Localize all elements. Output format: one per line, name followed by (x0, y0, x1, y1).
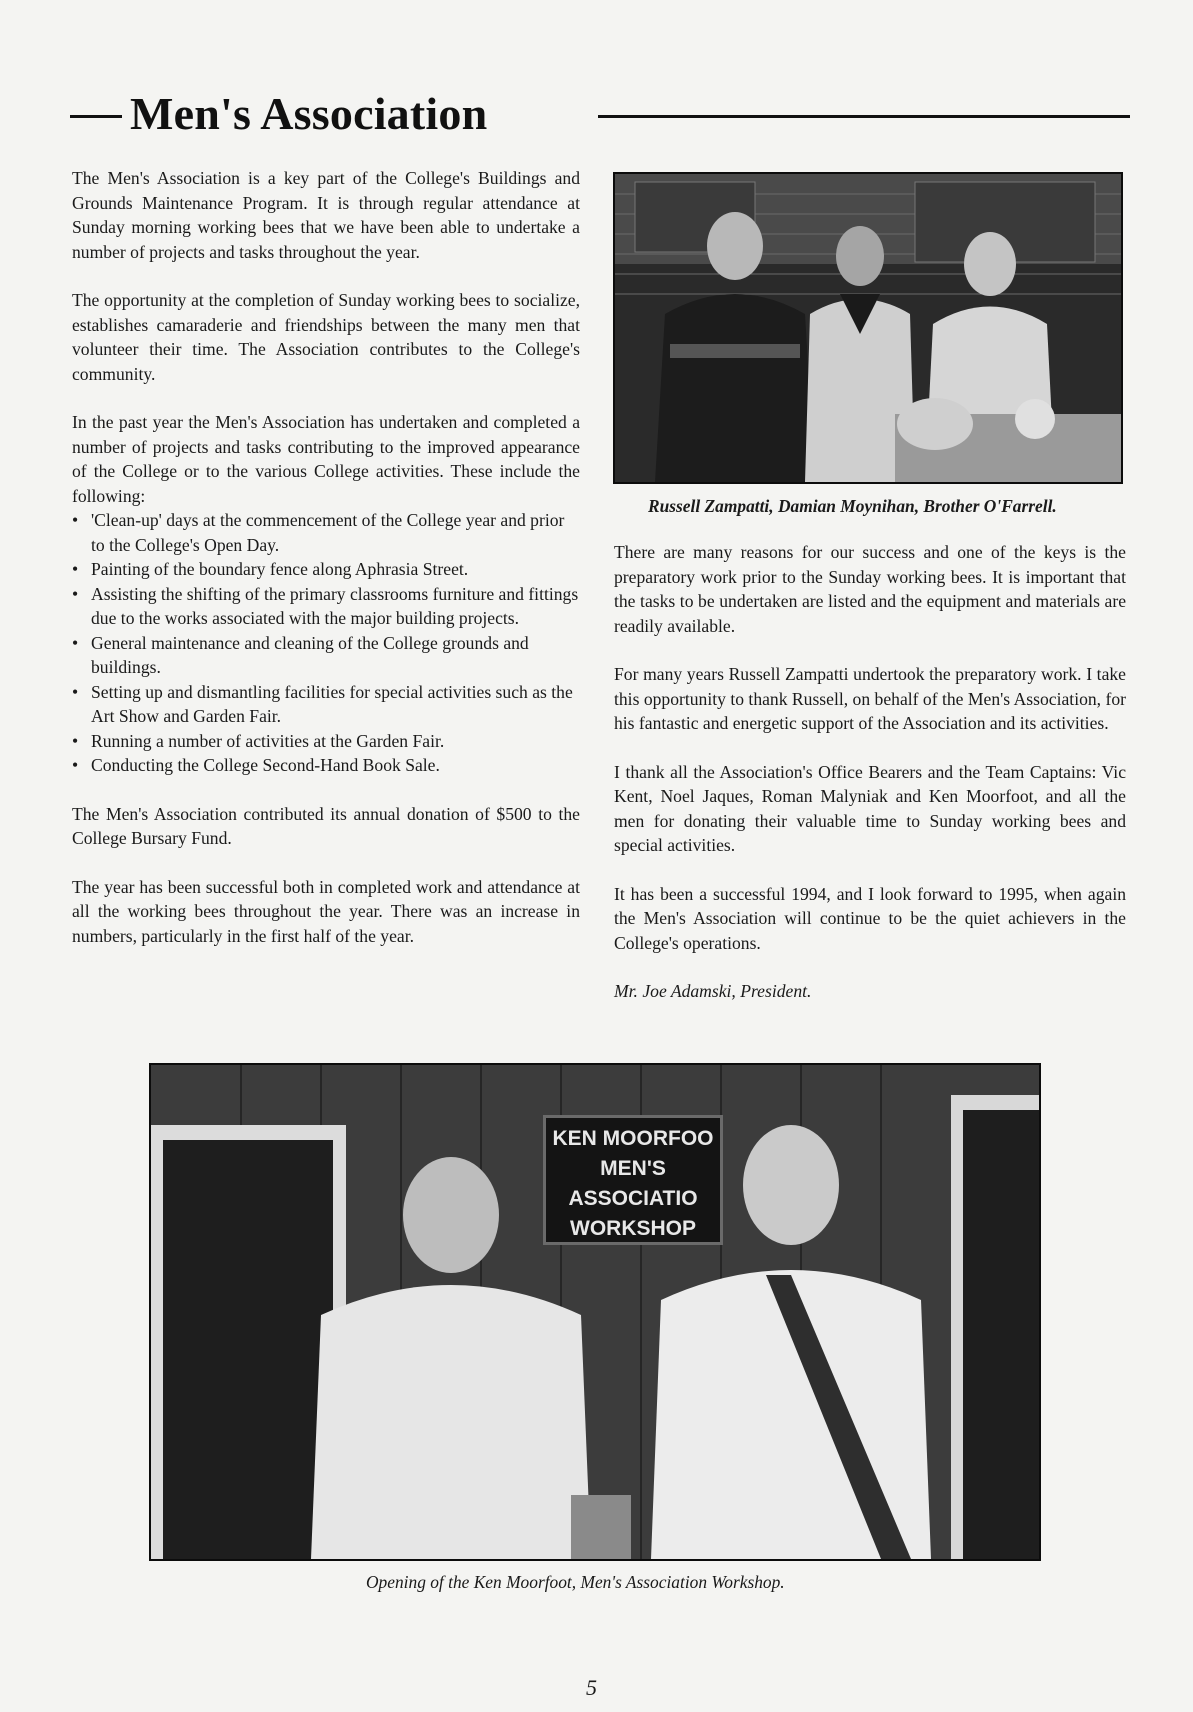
sign-line: WORKSHOP (570, 1217, 696, 1240)
top-photo-caption: Russell Zampatti, Damian Moynihan, Brother O'Farrell. (648, 496, 1057, 516)
heading-rule-right (598, 115, 1130, 118)
paragraph: The Men's Association is a key part of the College's Buildings and Grounds Maintenance Program. It is through regular attendance at Sunday morning working bees that we have been able to undertake a number of projects and tasks throughout the year. (72, 168, 580, 262)
paragraph: I thank all the Association's Office Bearers and the Team Captains: Vic Kent, Noel Jaques, Roman Malyniak and Ken Moorfoot, and all the men for donating their valuable time to Sunday working bees and special activities. (614, 761, 1126, 855)
workshop-group-photo (613, 172, 1123, 484)
page-number: 5 (586, 1675, 597, 1700)
paragraph: It has been a successful 1994, and I look forward to 1995, when again the Men's Association will continue to be the quiet achievers in the College's operations. (614, 883, 1126, 953)
bottom-photo-caption: Opening of the Ken Moorfoot, Men's Association Workshop. (366, 1572, 785, 1592)
page-title: Men's Association (130, 88, 488, 139)
list-item: • Running a number of activities at the Garden Fair. (72, 729, 580, 754)
list-item: • Setting up and dismantling facilities for special activities such as the Art Show and Garden Fair. (72, 680, 580, 729)
paragraph: The opportunity at the completion of Sunday working bees to socialize, establishes camaraderie and friendships between the many men that volunteer their time. The Association contributes to the College's community. (72, 290, 580, 384)
left-column (72, 166, 580, 972)
list-item: • 'Clean-up' days at the commencement of the College year and prior to the College's Open Day. (72, 508, 580, 557)
activities-list (72, 508, 580, 778)
workshop-opening-photo (149, 1063, 1041, 1561)
paragraph: For many years Russell Zampatti undertook the preparatory work. I take this opportunity to thank Russell, on behalf of the Men's Association, for his fantastic and energetic support of the Association and its activities. (614, 664, 1126, 733)
sign-line: ASSOCIATIO (568, 1187, 698, 1210)
paragraph: The year has been successful both in completed work and attendance at all the working bees throughout the year. There was an increase in numbers, particularly in the first half of the year. (72, 876, 580, 946)
heading-rule-left (70, 115, 122, 118)
list-item: • Painting of the boundary fence along Aphrasia Street. (72, 557, 580, 582)
right-column (614, 540, 1126, 1028)
paragraph: The Men's Association contributed its annual donation of $500 to the College Bursary Fund. (72, 803, 580, 848)
paragraph: There are many reasons for our success and one of the keys is the preparatory work prior to the Sunday working bees. It is important that the tasks to be undertaken are listed and the equipment and materials are readily available. (614, 542, 1126, 636)
sign-line: MEN'S (600, 1157, 666, 1180)
sign-line: KEN MOORFOO (552, 1127, 714, 1150)
paragraph: In the past year the Men's Association has undertaken and completed a number of projects and tasks contributing to the improved appearance of the College or to the various College activities. These include the following: (72, 412, 580, 506)
list-item: • Assisting the shifting of the primary classrooms furniture and fittings due to the works associated with the major building projects. (72, 582, 580, 631)
workshop-sign (543, 1115, 723, 1245)
section-heading (70, 90, 1130, 138)
list-item: • Conducting the College Second-Hand Book Sale. (72, 753, 580, 778)
signature: Mr. Joe Adamski, President. (614, 981, 812, 1001)
list-item: • General maintenance and cleaning of the College grounds and buildings. (72, 631, 580, 680)
